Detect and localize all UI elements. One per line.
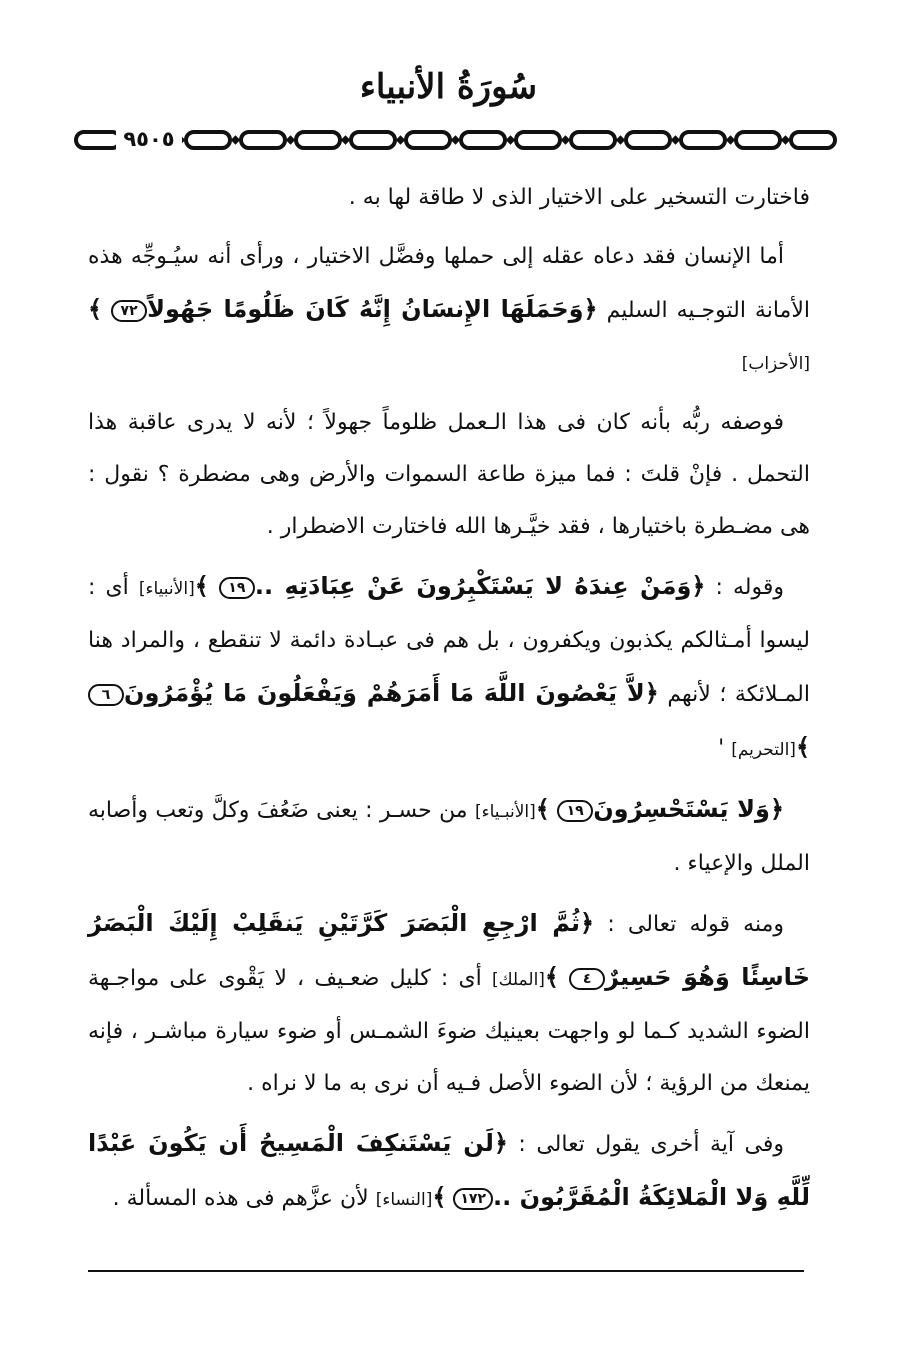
- verse-number-badge: ١٩: [219, 577, 255, 599]
- surah-title: سُورَةُ الأنبياء: [359, 67, 538, 107]
- body-text-run: وفى آية أخرى يقول تعالى :: [507, 1132, 784, 1157]
- chain-link: [76, 132, 120, 148]
- chain-diamond: [287, 136, 295, 144]
- ornamental-border: [72, 122, 840, 158]
- surah-reference: [التحريم]: [731, 740, 796, 760]
- body-text-run: فوصفه ربُّه بأنه كان فى هذا الـعمل ظلوماً جهولاً ؛ لأنه لا يدرى عاقبة هذا التحمل . فإنْ قلتَ : فما ميزة طاعة السموات والأرض وهى مضطرة ؟ نقول : هى مضـطرة باختيارها ، فقد خيَّـرها الله فاختارت الاضطرار .: [88, 410, 810, 539]
- body-text-run: لأن عزَّهم فى هذه المسألة .: [112, 1186, 369, 1211]
- surah-reference: [الأحزاب]: [741, 354, 810, 374]
- chain-diamond: [782, 136, 790, 144]
- chain-diamond: [617, 136, 625, 144]
- quran-verse-text: ﴿ثُمَّ ارْجِعِ الْبَصَرَ كَرَّتَيْنِ يَنقَلِبْ إِلَيْكَ الْبَصَرُ خَاسِئًا وَهُوَ حَسِيرٌ: [88, 909, 810, 991]
- surah-reference: [النساء]: [375, 1190, 433, 1210]
- chain-link: [351, 132, 395, 148]
- verse-number-badge: ١٧٢: [453, 1188, 493, 1210]
- surah-reference: [الأنبياء]: [138, 579, 195, 599]
- body-text-run: وقوله :: [705, 575, 785, 600]
- body-text-run: ومنه قوله تعالى :: [594, 912, 784, 937]
- chain-link: [571, 132, 615, 148]
- chain-link: [406, 132, 450, 148]
- paragraph: [88, 1117, 810, 1226]
- chain-link: [791, 132, 835, 148]
- quran-verse-text: ﴾: [535, 795, 550, 823]
- body-text-run: أى : ليسوا أمـثالكم يكذبون ويكفرون ، بل هم فى عبـادة دائمة لا تنقطع ، والمراد هنا المـلائكة ؛ لأنهم: [88, 575, 811, 707]
- quran-verse-text: ﴾: [432, 1183, 447, 1211]
- quran-verse-text: ﴾: [194, 572, 209, 600]
- chain-diamond: [397, 136, 405, 144]
- chain-diamond: [232, 136, 240, 144]
- body-text-run: أى : كليل ضعـيف ، لا يَقْوى على مواجـهة الضوء الشديد كـما لو واجهت بعينيك ضوءَ الشمـس أو ضوء سيارة مباشـر ، فإنه يمنعك من الرؤية ؛ لأن الضوء الأصل فـيه أن نرى به ما لا نراه .: [88, 966, 810, 1096]
- quran-verse-text: ﴿لاَّ يَعْصُونَ اللَّهَ مَا أَمَرَهُمْ وَيَفْعَلُونَ مَا يُؤْمَرُونَ: [124, 679, 659, 707]
- chain-link: [296, 132, 340, 148]
- chain-link: [736, 132, 780, 148]
- body-text-run: من حسـر : يعنى ضَعُفَ وكلَّ وتعب وأصابه الملل والإعياء .: [88, 798, 810, 876]
- body-text-run: أما الإنسان فقد دعاه عقله إلى حملها وفضَّل الاختيار ، ورأى أنه سيُـوجِّه هذه الأمانة التوجـيه السليم: [88, 244, 810, 323]
- quran-verse-text: ﴿وَحَمَلَهَا الإِنسَانُ إِنَّهُ كَانَ ظَلُومًا جَهُولاً: [147, 295, 598, 323]
- chain-link: [681, 132, 725, 148]
- chain-link: [241, 132, 285, 148]
- verse-number-badge: ٧٢: [111, 300, 147, 322]
- chain-link: [186, 132, 230, 148]
- chain-link: [516, 132, 560, 148]
- chain-diamond: [452, 136, 460, 144]
- body-text: [88, 172, 810, 1233]
- quran-verse-text: ﴾: [544, 963, 559, 991]
- quran-verse-text: ﴿لَن يَسْتَنكِفَ الْمَسِيحُ أَن يَكُونَ عَبْدًا لِّلَّهِ وَلا الْمَلائِكَةُ الْمُقَرَّبُونَ ..: [88, 1129, 810, 1211]
- paragraph: [88, 397, 810, 553]
- chain-diamond: [672, 136, 680, 144]
- chain-link: [626, 132, 670, 148]
- chain-diamond: [342, 136, 350, 144]
- quran-verse-text: ﴾: [88, 295, 103, 323]
- paragraph: [88, 783, 810, 890]
- quran-verse-text: ﴿وَلا يَسْتَحْسِرُونَ: [593, 795, 785, 823]
- verse-number-badge: ٤: [569, 968, 605, 990]
- body-text-run: فاختارت التسخير على الاختيار الذى لا طاقة لها به .: [348, 185, 810, 210]
- quran-verse-text: ﴾: [795, 733, 810, 761]
- footer-rule: [88, 1270, 804, 1272]
- chain-link: [461, 132, 505, 148]
- paragraph: [88, 172, 810, 224]
- body-text-run: ': [718, 736, 725, 761]
- surah-reference: [الملك]: [491, 970, 545, 990]
- quran-verse-text: ﴿وَمَنْ عِندَهُ لا يَسْتَكْبِرُونَ عَنْ عِبَادَتِهِ ..: [254, 572, 706, 600]
- chain-diamond: [507, 136, 515, 144]
- surah-reference: [الأنبـياء]: [474, 802, 536, 822]
- verse-number-badge: ١٩: [557, 800, 593, 822]
- page-number: ٩٥٠٥: [116, 125, 182, 153]
- paragraph: [88, 560, 810, 776]
- paragraph: [88, 897, 810, 1110]
- verse-number-badge: ٦: [88, 684, 124, 706]
- paragraph: [88, 231, 810, 390]
- chain-diamond: [562, 136, 570, 144]
- chain-diamond: [727, 136, 735, 144]
